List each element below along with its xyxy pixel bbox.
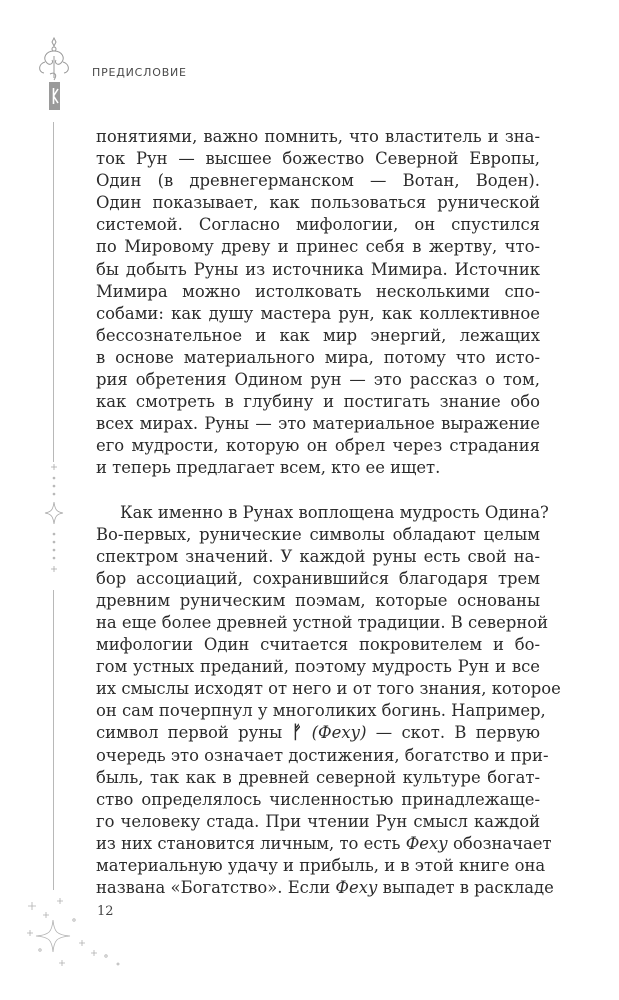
sparkle-ornament-icon xyxy=(22,890,132,975)
text-line: бы добыть Руны из источника Мимира. Источник xyxy=(96,259,540,279)
text-line: ток Рун — высшее божество Северной Европы, xyxy=(96,149,540,169)
text-fragment: названа «Богатство». Если xyxy=(96,878,336,898)
text-line: Мимира можно истолковать несколькими спо- xyxy=(96,281,540,301)
italic-term: Феху xyxy=(335,878,378,898)
paragraph-1 xyxy=(96,126,540,480)
text-fragment: из них становится личным, то есть xyxy=(96,833,406,853)
body-text xyxy=(96,126,561,899)
text-fragment: символ первой руны xyxy=(96,723,292,743)
text-line: бор ассоциаций, сохранившийся благодаря трем xyxy=(96,568,540,588)
text-line: и теперь предлагает всем, кто ее ищет. xyxy=(96,458,441,478)
text-line: мифологии Один считается покровителем и бо- xyxy=(96,635,540,655)
text-line: собами: как душу мастера рун, как коллективное xyxy=(96,303,540,323)
fehu-rune-glyph: ᚠ xyxy=(291,722,303,744)
text-line: всех мирах. Руны — это материальное выражение xyxy=(96,414,540,434)
star-ornament-icon xyxy=(43,462,65,590)
text-line: их смыслы исходят от него и от того знания, которое xyxy=(96,679,561,699)
fehu-text-line xyxy=(96,833,552,855)
text-line: системой. Согласно мифологии, он спустился xyxy=(96,215,540,235)
text-line: быль, так как в древней северной культуре богат- xyxy=(96,767,540,787)
page-number: 12 xyxy=(97,904,114,919)
header-ornament-icon xyxy=(34,36,74,126)
text-line: древним руническим поэмам, которые основаны xyxy=(96,590,540,610)
text-line: Один (в древнегерманском — Вотан, Воден). xyxy=(96,171,540,191)
text-line: понятиями, важно помнить, что властитель и зна- xyxy=(96,127,540,146)
text-line: гом устных преданий, поэтому мудрость Рун и все xyxy=(96,657,540,677)
text-line: очередь это означает достижения, богатство и при- xyxy=(96,745,549,765)
text-line: спектром значений. У каждой руны есть свой на- xyxy=(96,546,540,566)
text-fragment: обозначает xyxy=(447,833,552,853)
text-line: он сам почерпнул у многоликих богинь. Например, xyxy=(96,701,546,721)
italic-term: (Феху) xyxy=(302,723,367,743)
text-line: Как именно в Рунах воплощена мудрость Одина? xyxy=(120,502,549,522)
text-line: го человеку стада. При чтении Рун смысл каждой xyxy=(96,811,540,831)
text-line: ство определялось численностью принадлежаще- xyxy=(96,789,540,809)
text-line: его мудрости, которую он обрел через страдания xyxy=(96,436,540,456)
text-fragment: выпадет в раскладе xyxy=(377,878,554,898)
text-line: как смотреть в глубину и постигать знание обо xyxy=(96,392,540,412)
text-line: Один показывает, как пользоваться рунической xyxy=(96,193,540,213)
paragraph-2 xyxy=(96,502,561,900)
margin-rule-lower xyxy=(53,590,54,890)
margin-rule xyxy=(53,122,54,462)
text-line: по Мировому древу и принес себя в жертву, что- xyxy=(96,237,540,257)
text-line: бессознательное и как мир энергий, лежащих xyxy=(96,325,540,345)
running-header: ПРЕДИСЛОВИЕ xyxy=(92,66,187,79)
text-line: рия обретения Одином рун — это рассказ о том, xyxy=(96,370,540,390)
text-line: на еще более древней устной традиции. В северной xyxy=(96,612,549,632)
text-line: материальную удачу и прибыль, и в этой книге она xyxy=(96,856,546,875)
italic-term: Феху xyxy=(405,833,448,853)
fehu-text-line xyxy=(96,877,554,899)
text-line: в основе материального мира, потому что исто- xyxy=(96,347,540,367)
rune-text-line xyxy=(96,722,540,744)
text-fragment: — скот. В первую xyxy=(366,723,540,743)
text-line: Во-первых, рунические символы обладают целым xyxy=(96,524,540,544)
